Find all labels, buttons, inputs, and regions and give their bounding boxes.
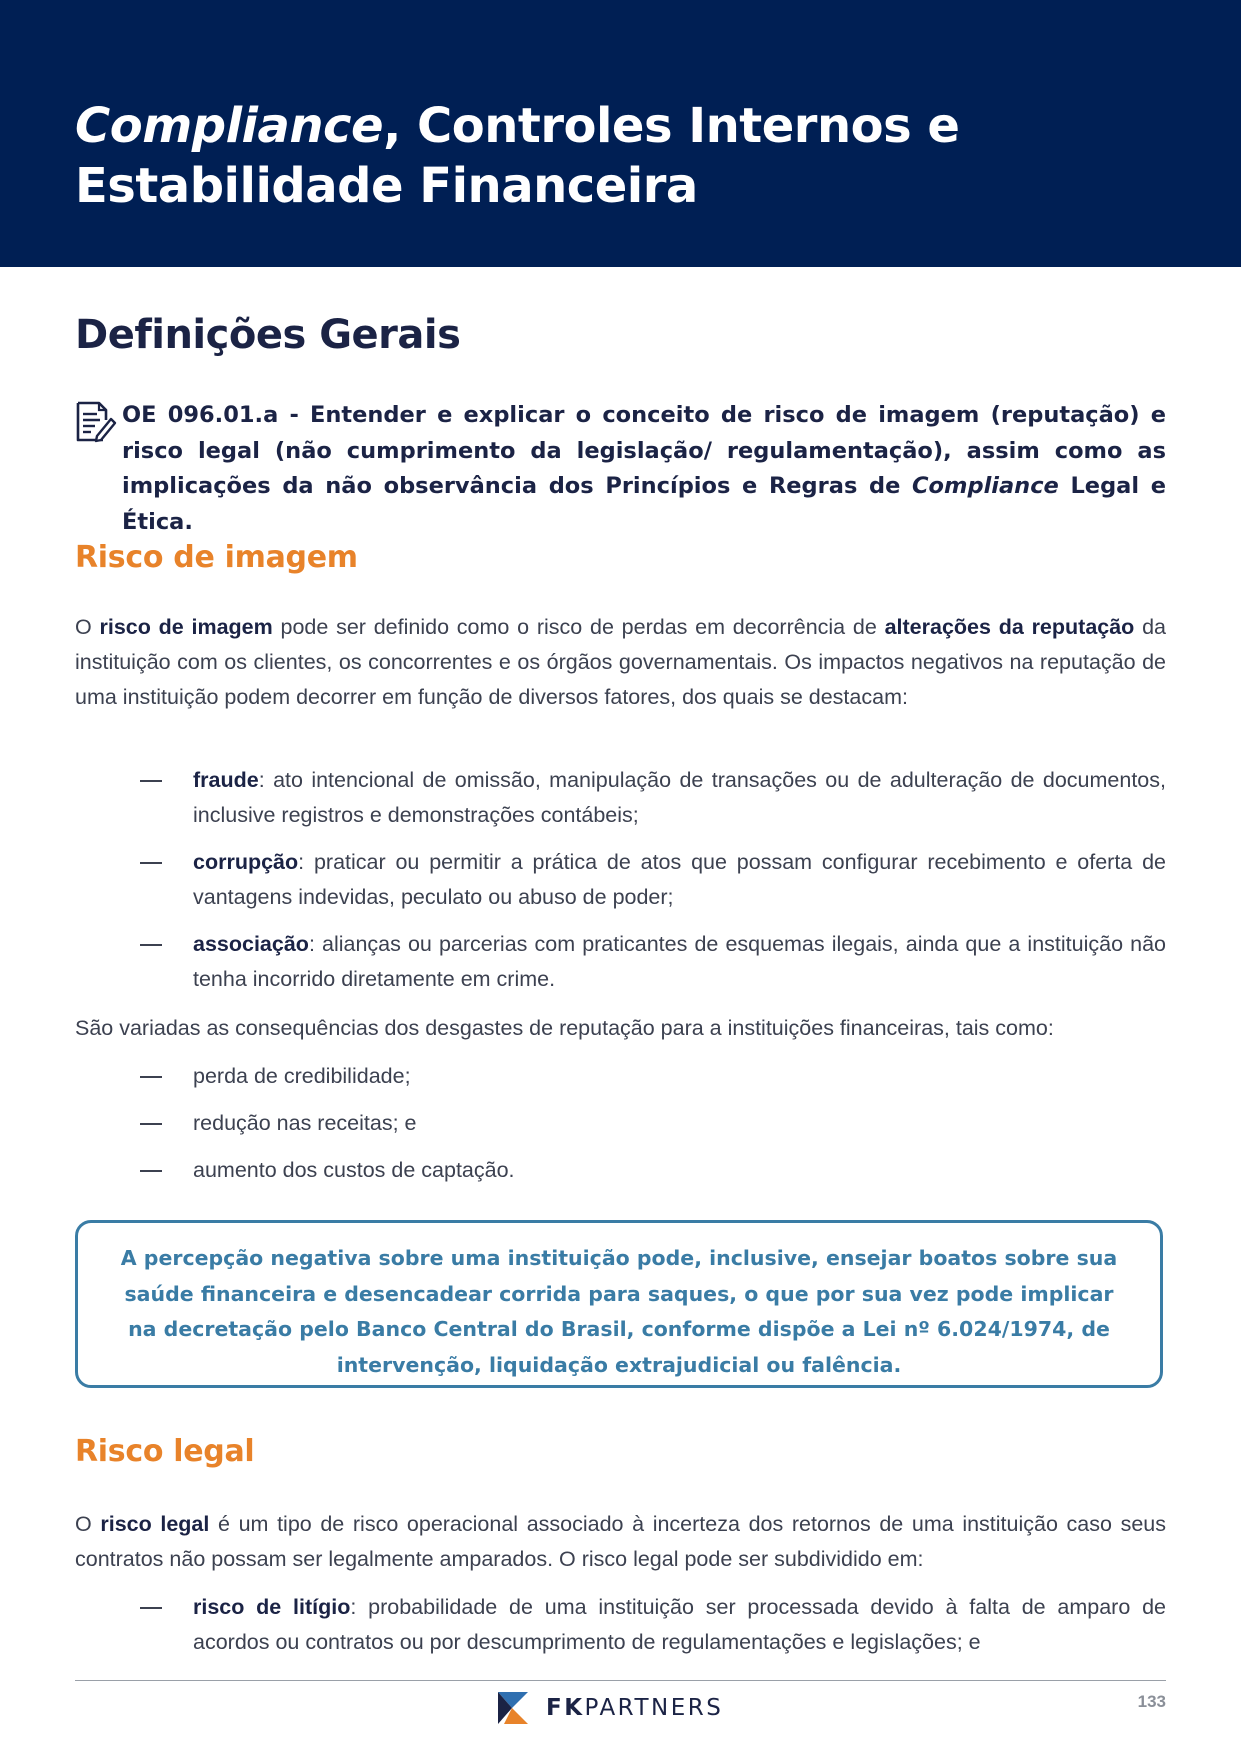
dash-bullet	[140, 1123, 162, 1125]
document-edit-icon	[73, 400, 117, 444]
risco-legal-list	[75, 1590, 1166, 1660]
dash-bullet	[140, 1076, 162, 1078]
list-item: fraude: ato intencional de omissão, manipulação de transações ou de adulteração de documentos, inclusive registros e demonstrações contábeis;	[75, 763, 1166, 833]
dash-bullet	[140, 1170, 162, 1172]
list-item: redução nas receitas; e	[75, 1106, 1166, 1141]
list-item: associação: alianças ou parcerias com praticantes de esquemas ilegais, ainda que a instituição não tenha incorrido diretamente em crime.	[75, 927, 1166, 997]
risco-imagem-title: Risco de imagem	[75, 540, 358, 575]
risco-legal-title: Risco legal	[75, 1434, 255, 1469]
list-item: risco de litígio: probabilidade de uma instituição ser processada devido à falta de amparo de acordos ou contratos ou por descumprimento de regulamentações e legislações; e	[75, 1590, 1166, 1660]
dash-bullet	[140, 1607, 162, 1609]
list-item: perda de credibilidade;	[75, 1059, 1166, 1094]
consequences-intro: São variadas as consequências dos desgastes de reputação para a instituições financeiras, tais como:	[75, 1016, 1054, 1040]
chapter-title: Compliance, Controles Internos e Estabilidade Financeira	[75, 98, 960, 214]
dash-bullet	[140, 780, 162, 782]
dash-bullet	[140, 944, 162, 946]
learning-objective	[73, 398, 1166, 540]
footer-divider	[75, 1680, 1166, 1681]
risk-factors-list	[75, 763, 1166, 997]
risco-legal-intro: O risco legal é um tipo de risco operacional associado à incerteza dos retornos de uma instituição caso seus contratos não possam ser legalmente amparados. O risco legal pode ser subdividido em:	[75, 1512, 1167, 1571]
logo-text: FKPARTNERS	[546, 1695, 724, 1721]
risco-imagem-intro: O risco de imagem pode ser definido como o risco de perdas em decorrência de alterações da reputação da instituição com os clientes, os concorrentes e os órgãos governamentais. Os impactos negativos na reputação de uma instituição podem decorrer em função de diversos fatores, dos quais se destacam:	[75, 615, 1167, 709]
consequences-list	[75, 1059, 1166, 1188]
header-banner	[0, 0, 1241, 267]
highlight-callout	[75, 1220, 1163, 1388]
list-item: corrupção: praticar ou permitir a prática de atos que possam configurar recebimento e oferta de vantagens indevidas, peculato ou abuso de poder;	[75, 845, 1166, 915]
page-number: 133	[1137, 1692, 1166, 1711]
section-title: Definições Gerais	[75, 312, 461, 358]
fk-logo-mark-icon	[498, 1692, 530, 1724]
objective-text: OE 096.01.a - Entender e explicar o conceito de risco de imagem (reputação) e risco legal (não cumprimento da legislação/ regulamentação), assim como as implicações da não observância dos Princípios e Regras de Compliance Legal e Ética.	[122, 402, 1166, 535]
callout-text: A percepção negativa sobre uma instituição pode, inclusive, ensejar boatos sobre sua saúde financeira e desencadear corrida para saques, o que por sua vez pode implicar na decretação pelo Banco Central do Brasil, conforme dispõe a Lei nº 6.024/1974, de intervenção, liquidação extrajudicial ou falência.	[120, 1246, 1118, 1377]
list-item: aumento dos custos de captação.	[75, 1153, 1166, 1188]
fk-partners-logo	[498, 1690, 723, 1726]
dash-bullet	[140, 862, 162, 864]
